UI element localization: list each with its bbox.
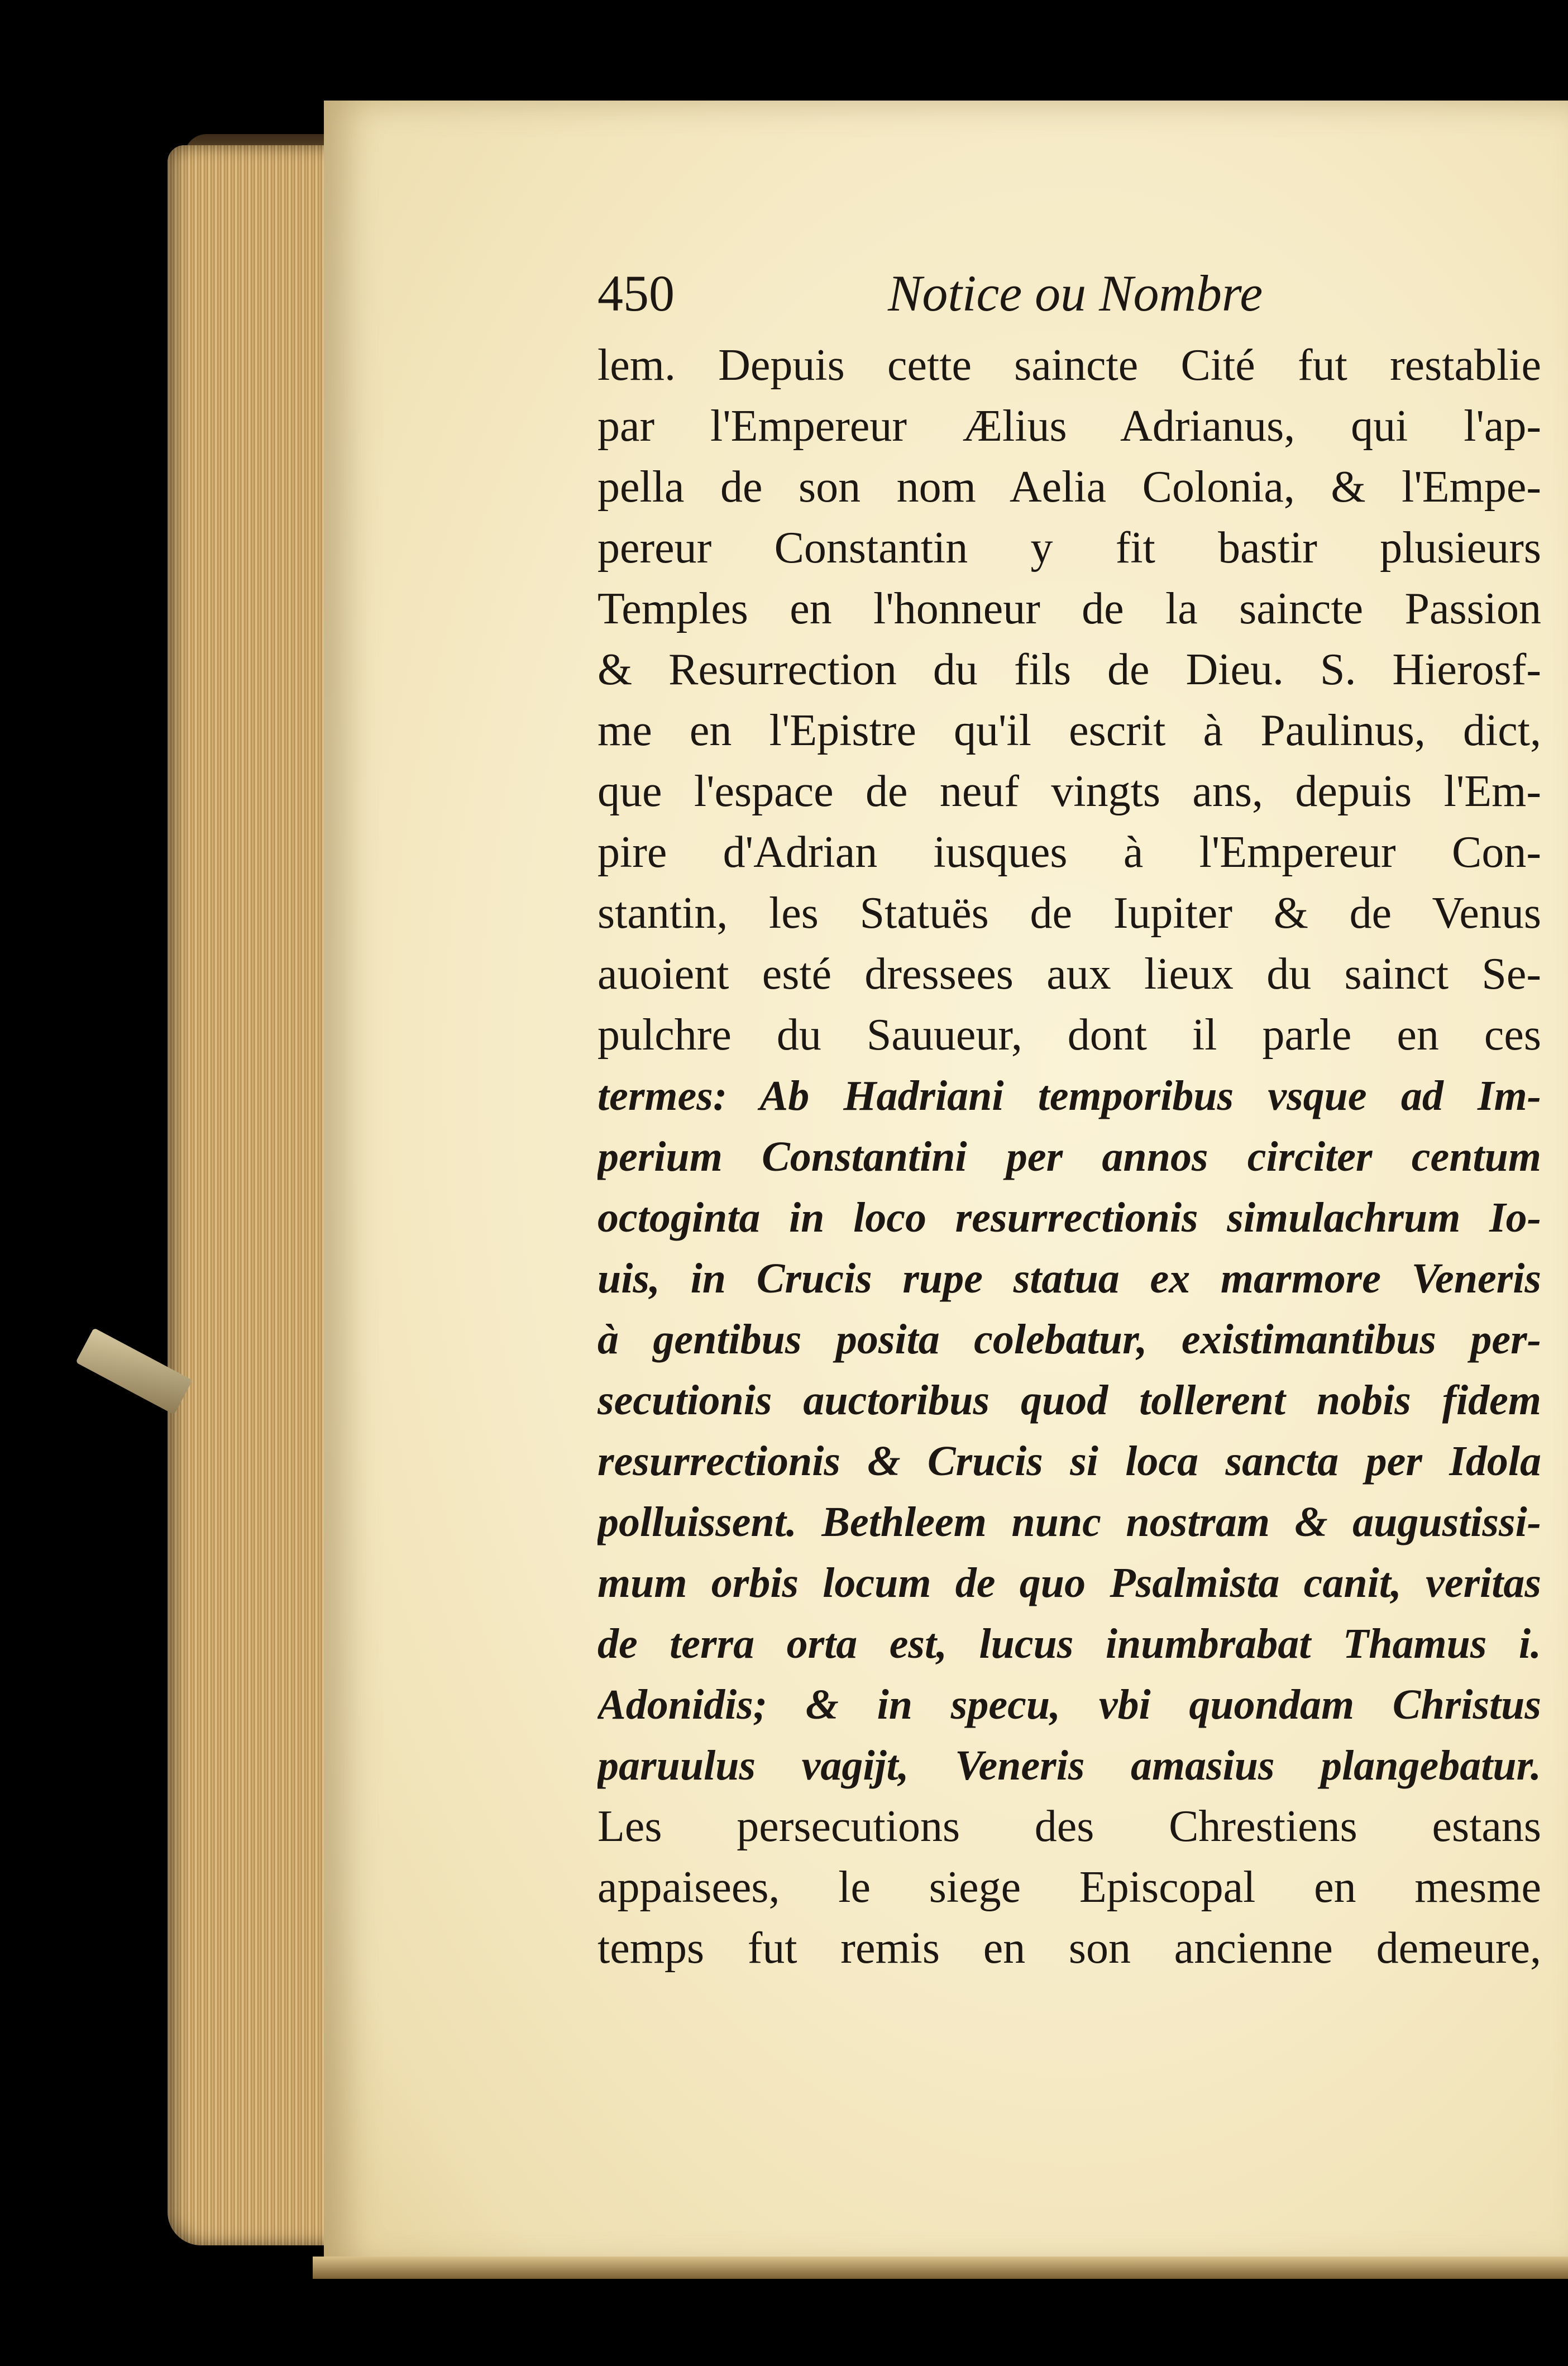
latin-quote-line: polluissent. Bethleem nunc nostram & augustissi- [597, 1499, 1541, 1545]
page-number: 450 [597, 265, 675, 322]
latin-quote-line: de terra orta est, lucus inumbrabat Thamus i. [597, 1620, 1541, 1667]
latin-quote-line: mum orbis locum de quo Psalmista canit, veritas [597, 1559, 1541, 1606]
page-edges [168, 145, 346, 2245]
running-head [597, 251, 1541, 335]
text-line: Temples en l'honneur de la saincte Passion [597, 584, 1541, 633]
text-line: appaisees, le siege Episcopal en mesme [597, 1863, 1541, 1912]
latin-quote-line: termes: Ab Hadriani temporibus vsque ad Im- [597, 1072, 1541, 1119]
body-text [597, 335, 1541, 1979]
text-line: & Resurrection du fils de Dieu. S. Hierosf- [597, 645, 1541, 694]
latin-quote-line: octoginta in loco resurrectionis simulachrum Io- [597, 1194, 1541, 1241]
text-line: auoient esté dressees aux lieux du sainct Se- [597, 950, 1541, 999]
latin-quote-line: perium Constantini per annos circiter centum [597, 1133, 1541, 1180]
latin-quote-line: resurrectionis & Crucis si loca sancta per Idola [597, 1438, 1541, 1485]
latin-quote-line: uis, in Crucis rupe statua ex marmore Veneris [597, 1255, 1541, 1302]
text-line: pulchre du Sauueur, dont il parle en ces [597, 1010, 1541, 1060]
page-bottom-edge [313, 2257, 1568, 2279]
text-line: par l'Empereur Ælius Adrianus, qui l'ap- [597, 402, 1541, 451]
text-line: stantin, les Statuës de Iupiter & de Venus [597, 889, 1541, 938]
latin-quote-line: paruulus vagijt, Veneris amasius plangebatur. [597, 1742, 1541, 1789]
page-text-block [597, 251, 1541, 1979]
text-line: temps fut remis en son ancienne demeure, [597, 1924, 1541, 1973]
text-line: que l'espace de neuf vingts ans, depuis l'Em- [597, 767, 1541, 816]
running-title: Notice ou Nombre [888, 265, 1263, 322]
text-line: lem. Depuis cette saincte Cité fut restablie [597, 341, 1541, 390]
text-line: pella de son nom Aelia Colonia, & l'Empe- [597, 462, 1541, 512]
text-line: me en l'Epistre qu'il escrit à Paulinus, dict, [597, 706, 1541, 755]
latin-quote-line: Adonidis; & in specu, vbi quondam Christus [597, 1681, 1541, 1728]
text-line: pereur Constantin y fit bastir plusieurs [597, 523, 1541, 573]
text-line: pire d'Adrian iusques à l'Empereur Con- [597, 828, 1541, 877]
latin-quote-line: à gentibus posita colebatur, existimantibus per- [597, 1316, 1541, 1363]
text-line: Les persecutions des Chrestiens estans [597, 1802, 1541, 1851]
latin-quote-line: secutionis auctoribus quod tollerent nobis fidem [597, 1377, 1541, 1424]
